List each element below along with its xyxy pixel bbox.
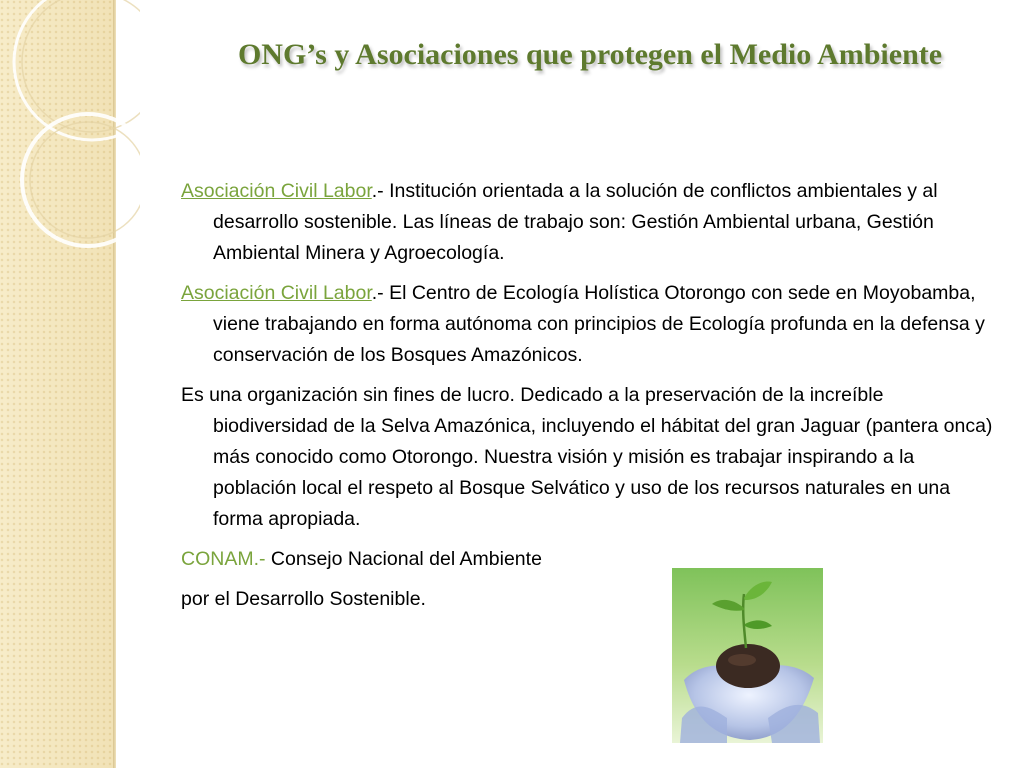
list-item bbox=[181, 176, 1001, 269]
list-item bbox=[181, 584, 1001, 615]
conam-label: CONAM.- bbox=[181, 548, 266, 570]
list-item bbox=[181, 278, 1001, 371]
item-text: .- El Centro de Ecología Holística Otorongo con sede en Moyobamba, viene trabajando en forma autónoma con principios de Ecología profunda en la defensa y conservación de los Bosques Amazónicos. bbox=[213, 282, 985, 366]
item-text: por el Desarrollo Sostenible. bbox=[181, 588, 426, 610]
item-text: .- Institución orientada a la solución de conflictos ambientales y al desarrollo sostenible. Las líneas de trabajo son: Gestión Ambiental urbana, Gestión Ambiental Minera y Agroecología. bbox=[213, 180, 938, 264]
slide-body bbox=[181, 176, 1001, 624]
association-link[interactable]: Asociación Civil Labor bbox=[181, 282, 372, 304]
decorative-rings-icon bbox=[0, 0, 140, 300]
slide-title: ONG’s y Asociaciones que protegen el Medio Ambiente bbox=[237, 38, 943, 71]
list-item bbox=[181, 544, 1001, 575]
item-text: Es una organización sin fines de lucro. Dedicado a la preservación de la increíble biodiversidad de la Selva Amazónica, incluyendo el hábitat del gran Jaguar (pantera onca) más conocido como Otorongo. Nuestra visión y misión es trabajar inspirando a la población local el respeto al Bosque Selvático y uso de los recursos naturales en una forma apropiada. bbox=[181, 384, 993, 530]
list-item bbox=[181, 380, 1001, 535]
association-link[interactable]: Asociación Civil Labor bbox=[181, 180, 372, 202]
item-text: Consejo Nacional del Ambiente bbox=[265, 548, 542, 570]
sprout-in-hands-icon bbox=[672, 568, 823, 743]
